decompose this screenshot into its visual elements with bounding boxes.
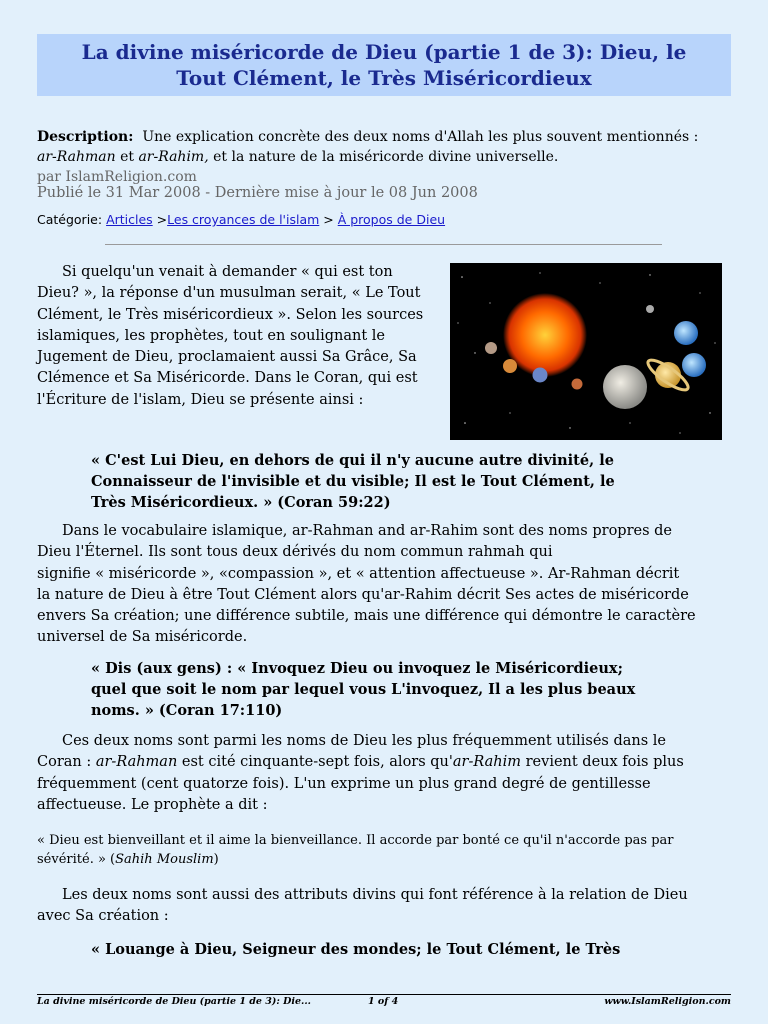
paragraph-3	[37, 731, 737, 816]
description-label: Description:	[37, 129, 134, 145]
jupiter-planet	[603, 365, 647, 409]
venus-planet	[503, 359, 517, 373]
hadith-line-2b: )	[213, 852, 219, 867]
p3-line-2a: Coran :	[37, 754, 96, 771]
p3-term-1: ar-Rahman	[95, 754, 178, 771]
quote-2	[91, 658, 635, 721]
p3-line-2c: revient deux fois plus	[521, 754, 684, 771]
p2-line: signifie « miséricorde », «compassion », et « attention affectueuse ». Ar-Rahman décrit	[37, 565, 680, 582]
p2-line: Dans le vocabulaire islamique, ar-Rahman and ar-Rahim sont des noms propres de	[62, 523, 673, 539]
earth-planet	[533, 368, 548, 383]
p2-line: universel de Sa miséricorde.	[37, 629, 248, 646]
q1-line: « C'est Lui Dieu, en dehors de qui il n'y aucune autre divinité, le	[91, 452, 614, 469]
publication-date: Publié le 31 Mar 2008 - Dernière mise à jour le 08 Jun 2008	[37, 185, 478, 201]
divider	[105, 244, 662, 245]
description-term-2: ar-Rahim,	[138, 149, 209, 165]
solar-system-image	[450, 263, 722, 440]
category-label: Catégorie:	[37, 212, 103, 227]
q2-line: « Dis (aux gens) : « Invoquez Dieu ou invoquez le Miséricordieux;	[91, 660, 623, 677]
p4-line: avec Sa création :	[37, 908, 169, 925]
footer-rule	[37, 994, 731, 995]
category-link-articles[interactable]: Articles	[106, 212, 153, 227]
q1-line: Très Miséricordieux. » (Coran 59:22)	[91, 494, 391, 511]
quote-1	[91, 450, 615, 513]
p2-line: envers Sa création; une différence subtile, mais une différence qui démontre le caractère	[37, 608, 696, 625]
q3-line: « Louange à Dieu, Seigneur des mondes; le Tout Clément, le Très	[91, 941, 621, 958]
hadith-quote	[37, 831, 737, 869]
q1-line: Connaisseur de l'invisible et du visible; Il est le Tout Clément, le	[91, 473, 615, 490]
category-link-apropos[interactable]: À propos de Dieu	[337, 212, 446, 227]
p2-line: Dieu l'Éternel. Ils sont tous deux dérivés du nom commun rahmah qui	[37, 544, 553, 561]
paragraph-1	[37, 262, 447, 411]
p4-line: Les deux noms sont aussi des attributs divins qui font référence à la relation de Dieu	[62, 887, 688, 903]
pluto-planet	[646, 305, 654, 313]
hadith-line-1: « Dieu est bienveillant et il aime la bienveillance. Il accorde par bonté ce qu'il n'accorde pas par	[37, 833, 674, 848]
footer-website: www.IslamReligion.com	[604, 996, 731, 1007]
q2-line: noms. » (Coran 17:110)	[91, 702, 283, 719]
p2-line: la nature de Dieu à être Tout Clément alors qu'ar-Rahim décrit Ses actes de miséricorde	[37, 586, 689, 603]
description-term-1: ar-Rahman	[37, 149, 116, 165]
p1-line: Clémence et Sa Miséricorde. Dans le Coran, qui est	[37, 370, 418, 387]
page-title: La divine miséricorde de Dieu (partie 1 de 3): Dieu, le Tout Clément, le Très Miséricordieux	[81, 40, 687, 90]
p1-line: Clément, le Très miséricordieux ». Selon les sources	[37, 306, 424, 323]
p3-line-2b: est cité cinquante-sept fois, alors qu'	[177, 754, 453, 771]
description-and: et	[115, 149, 139, 165]
p3-line-4: affectueuse. Le prophète a dit :	[37, 796, 268, 813]
paragraph-4	[37, 885, 737, 928]
description-text-2: et la nature de la miséricorde divine universelle.	[208, 149, 559, 165]
author: par IslamReligion.com	[37, 169, 197, 185]
uranus-planet	[674, 321, 698, 345]
p3-line-3: fréquemment (cent quatorze fois). L'un exprime un plus grand degré de gentillesse	[37, 775, 651, 792]
category-breadcrumb: Catégorie: Articles >Les croyances de l'islam > À propos de Dieu	[37, 212, 446, 227]
p1-line: l'Écriture de l'islam, Dieu se présente ainsi :	[37, 391, 364, 408]
mars-planet	[572, 379, 583, 390]
q2-line: quel que soit le nom par lequel vous L'invoquez, Il a les plus beaux	[91, 681, 636, 698]
category-link-croyances[interactable]: Les croyances de l'islam	[167, 212, 320, 227]
neptune-planet	[682, 353, 706, 377]
hadith-source: Sahih Mouslim	[115, 852, 214, 867]
mercury-planet	[485, 342, 497, 354]
hadith-line-2a: sévérité. » (	[37, 852, 116, 867]
p1-line: Jugement de Dieu, proclamaient aussi Sa Grâce, Sa	[37, 349, 417, 366]
p3-term-2: ar-Rahim	[452, 754, 521, 771]
quote-3	[91, 939, 620, 960]
p1-line: islamiques, les prophètes, tout en soulignant le	[37, 327, 385, 344]
description-block	[37, 127, 731, 187]
p1-line: Si quelqu'un venait à demander « qui est ton	[62, 264, 393, 280]
p3-line-1: Ces deux noms sont parmi les noms de Dieu les plus fréquemment utilisés dans le	[62, 733, 666, 749]
p1-line: Dieu? », la réponse d'un musulman serait, « Le Tout	[37, 285, 421, 302]
footer-page-number: 1 of 4	[368, 996, 399, 1007]
paragraph-2	[37, 521, 737, 649]
footer-title: La divine miséricorde de Dieu (partie 1 de 3): Die...	[37, 996, 311, 1007]
description-text-1: Une explication concrète des deux noms d'Allah les plus souvent mentionnés :	[142, 129, 699, 145]
title-box	[37, 34, 731, 96]
